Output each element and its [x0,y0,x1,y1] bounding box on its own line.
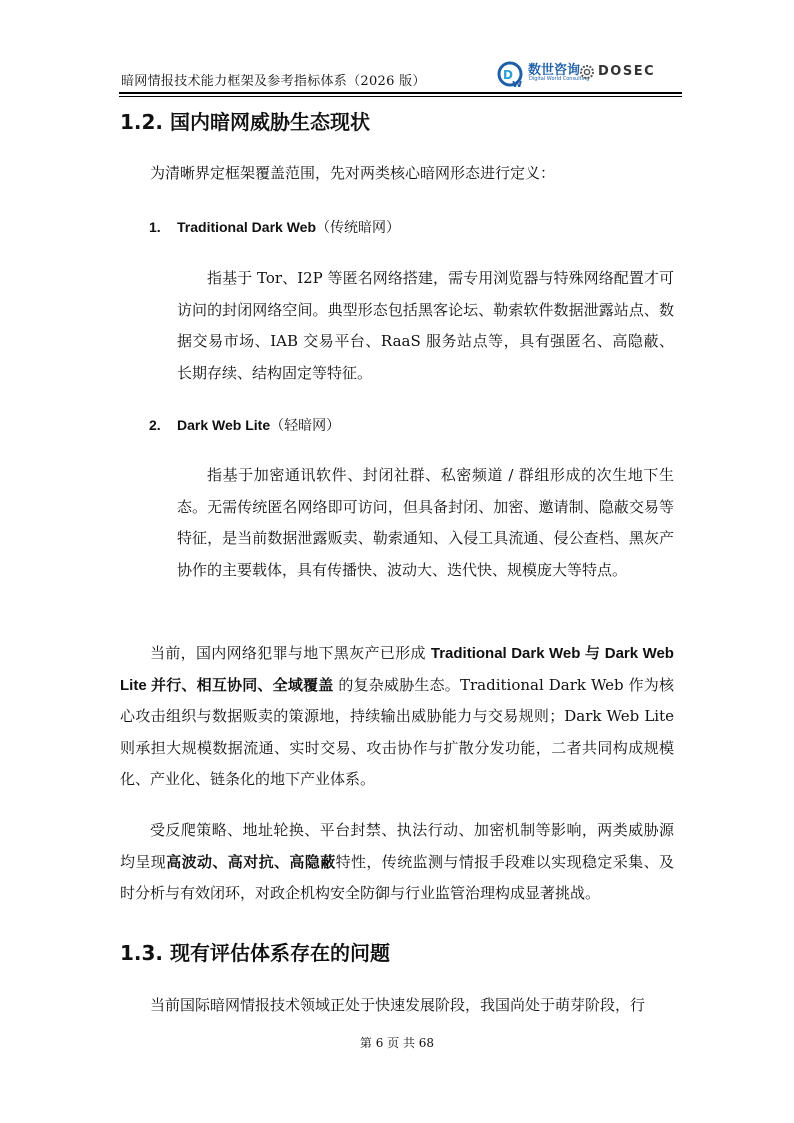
item-title-en: Traditional Dark Web [177,219,316,235]
logo-brand-subtitle: Digital World Consulting [529,76,590,82]
body-paragraph-2 [120,815,674,910]
logo-brand-name: 数世咨询 [528,63,581,78]
svg-text:w: w [512,77,523,88]
dw-logo-icon [497,60,527,88]
item-title-cn: （传统暗网） [316,220,400,236]
document-header-title: 暗网情报技术能力框架及参考指标体系（2026 版） [121,74,426,89]
header-rule-thin [119,96,682,97]
paragraph-emphasis: 高波动、高对抗、高隐蔽 [166,852,336,871]
svg-text:D: D [503,68,513,82]
item-title-en: Dark Web Lite [177,417,271,433]
definition-item-2-title [149,415,340,435]
item-number: 1. [149,219,161,235]
section-heading-1-3: 1.3. 现有评估体系存在的问题 [120,941,390,965]
dosec-logo-text: DOSEC [598,64,656,79]
definition-item-2-body: 指基于加密通讯软件、封闭社群、私密频道 / 群组形成的次生地下生态。无需传统匿名网络即可访问，但具备封闭、加密、邀请制、隐蔽交易等特征，是当前数据泄露贩卖、勒索通知、入侵工具流通、侵公查档、黑灰产协作的主要载体，具有传播快、波动大、迭代快、规模庞大等特点。 [177,466,674,579]
definition-item-1-title [149,217,400,237]
definition-item-1-body: 指基于 Tor、I2P 等匿名网络搭建，需专用浏览器与特殊网络配置才可访问的封闭网络空间。典型形态包括黑客论坛、勒索软件数据泄露站点、数据交易市场、IAB 交易平台、RaaS 服务站点等，具有强匿名、高隐蔽、长期存续、结构固定等特征。 [177,269,674,382]
paragraph-rest: 特性，传统监测与情报手段难以实现稳定采集、及时分析与有效闭环，对政企机构安全防御与行业监管治理构成显著挑战。 [120,852,674,902]
item-title-cn: （轻暗网） [270,418,341,434]
body-paragraph-3: 当前国际暗网情报技术领域正处于快速发展阶段，我国尚处于萌芽阶段，行 [150,996,646,1014]
page-number: 第 6 页 共 68 [359,1036,435,1050]
header-rule-thick [119,92,682,94]
paragraph-lead: 受反爬策略、地址轮换、平台封禁、执法行动、加密机制等影响，两类威胁源均呈现 [120,821,674,871]
body-paragraph-1 [120,638,674,796]
item-number: 2. [149,417,161,433]
section-intro: 为清晰界定框架覆盖范围，先对两类核心暗网形态进行定义： [150,164,556,182]
paragraph-rest: 的复杂威胁生态。Traditional Dark Web 作为核心攻击组织与数据贩卖的策源地，持续输出威胁能力与交易规则；Dark Web Lite 则承担大规模数据流通、实时交易、攻击协作与扩散分发功能，二者共同构成规模化、产业化、链条化的地下产业体系。 [120,675,674,788]
paragraph-lead: 当前，国内网络犯罪与地下黑灰产已形成 [150,644,431,662]
section-heading-1-2: 1.2. 国内暗网威胁生态现状 [120,110,370,134]
gear-icon [579,64,595,80]
paragraph-emphasis: Traditional Dark Web 与 Dark Web Lite 并行、相互协同、全域覆盖 [120,645,674,694]
